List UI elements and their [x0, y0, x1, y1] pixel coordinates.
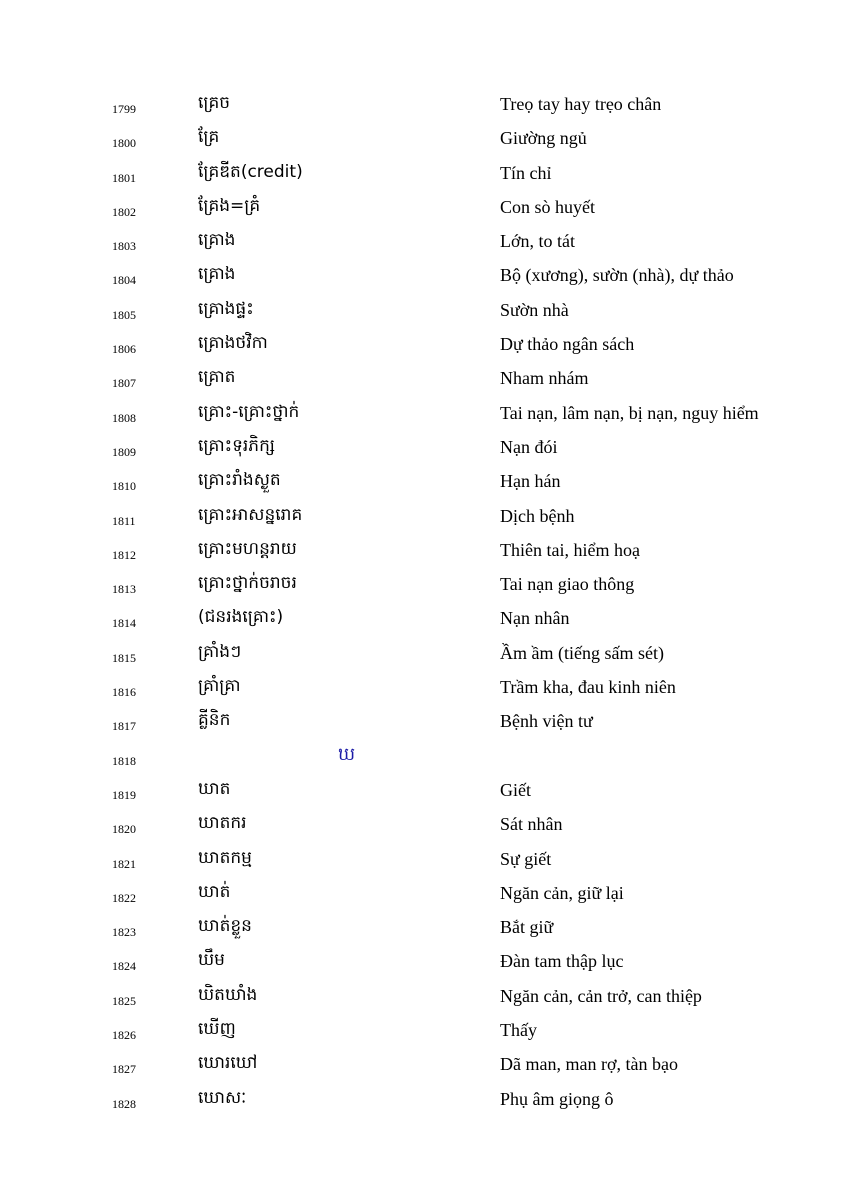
- khmer-term: គ្រោងថវិកា: [198, 333, 268, 354]
- entry-number: 1801: [112, 170, 136, 185]
- khmer-term: គ្រោះទុរភិក្ស: [198, 435, 275, 456]
- khmer-term: គ្រាំគ្រា: [198, 676, 241, 697]
- khmer-term: ឃាត់: [198, 881, 231, 902]
- vietnamese-meaning: Lớn, to tát: [500, 231, 576, 252]
- entry-row: [0, 911, 848, 945]
- entry-row: [0, 534, 848, 568]
- khmer-term: (ជនរងគ្រោះ): [198, 607, 284, 628]
- entry-row: [0, 362, 848, 396]
- entry-number: 1808: [112, 410, 136, 425]
- vietnamese-meaning: Bộ (xương), sườn (nhà), dự thảo: [500, 265, 734, 286]
- vietnamese-meaning: Bệnh viện tư: [500, 711, 593, 732]
- entry-number: 1802: [112, 204, 136, 219]
- entry-number: 1818: [112, 753, 136, 768]
- entry-row: [0, 568, 848, 602]
- khmer-term: ឃើញ: [198, 1019, 236, 1040]
- entry-number: 1821: [112, 856, 136, 871]
- vietnamese-meaning: Giết: [500, 779, 531, 800]
- khmer-term: គ្រោត: [198, 367, 236, 388]
- vietnamese-meaning: Đàn tam thập lục: [500, 951, 624, 972]
- entry-number: 1825: [112, 993, 136, 1008]
- entry-row: [0, 1014, 848, 1048]
- entry-number: 1828: [112, 1096, 136, 1111]
- entry-number: 1804: [112, 273, 136, 288]
- entry-row: [0, 1083, 848, 1117]
- entry-row: [0, 740, 848, 774]
- entry-row: [0, 294, 848, 328]
- khmer-term: គ្រាំងៗ: [198, 641, 242, 662]
- entry-row: [0, 671, 848, 705]
- entry-number: 1813: [112, 582, 136, 597]
- khmer-term: គ្រោះ-គ្រោះថ្នាក់: [198, 401, 300, 422]
- vietnamese-meaning: Tín chỉ: [500, 162, 552, 183]
- entry-row: [0, 122, 848, 156]
- vietnamese-meaning: Dịch bệnh: [500, 505, 575, 526]
- vietnamese-meaning: Dự thảo ngân sách: [500, 334, 635, 355]
- entry-number: 1811: [112, 513, 136, 528]
- entry-number: 1799: [112, 102, 136, 116]
- entry-row: [0, 328, 848, 362]
- entry-row: [0, 705, 848, 739]
- entry-row: [0, 602, 848, 636]
- khmer-term: គ្រែឌីត(credit): [198, 161, 303, 182]
- entry-row: [0, 945, 848, 979]
- vietnamese-meaning: Con sò huyết: [500, 196, 596, 217]
- entry-number: 1809: [112, 444, 136, 459]
- entry-number: 1819: [112, 787, 136, 802]
- vietnamese-meaning: Nạn nhân: [500, 608, 570, 629]
- entry-row: [0, 500, 848, 534]
- khmer-term: ឃោរឃៅ: [198, 1053, 258, 1074]
- entry-number: 1805: [112, 307, 136, 322]
- entry-list: [0, 88, 848, 1117]
- entry-row: [0, 843, 848, 877]
- section-letter-heading: ឃ: [338, 743, 356, 765]
- entry-row: [0, 774, 848, 808]
- khmer-term: ឃឹម: [198, 950, 225, 971]
- entry-number: 1812: [112, 547, 136, 562]
- vietnamese-meaning: Ngăn cản, giữ lại: [500, 882, 624, 903]
- khmer-term: គ្លីនិក: [198, 710, 231, 731]
- entry-number: 1820: [112, 822, 136, 837]
- vietnamese-meaning: Nham nhám: [500, 368, 589, 389]
- vietnamese-meaning: Bắt giữ: [500, 917, 554, 938]
- vietnamese-meaning: Ngăn cản, cản trở, can thiệp: [500, 985, 702, 1006]
- khmer-term: ឃាត: [198, 778, 231, 799]
- entry-row: [0, 877, 848, 911]
- entry-number: 1822: [112, 890, 136, 905]
- khmer-term: ឃាត់ខ្លួន: [198, 916, 252, 937]
- vietnamese-meaning: Ầm ầm (tiếng sấm sét): [500, 642, 664, 663]
- entry-row: [0, 397, 848, 431]
- entry-row: [0, 88, 848, 122]
- khmer-term: គ្រោង: [198, 230, 236, 251]
- vietnamese-meaning: Tai nạn, lâm nạn, bị nạn, nguy hiểm: [500, 402, 759, 423]
- entry-number: 1815: [112, 650, 136, 665]
- khmer-term: ឃាតករ: [198, 813, 247, 834]
- entry-number: 1824: [112, 959, 136, 974]
- entry-row: [0, 808, 848, 842]
- vietnamese-meaning: Sát nhân: [500, 814, 563, 835]
- entry-number: 1806: [112, 342, 136, 357]
- vietnamese-meaning: Sự giết: [500, 848, 552, 869]
- khmer-term: គ្រោះមហន្តរាយ: [198, 538, 297, 559]
- entry-number: 1814: [112, 616, 136, 631]
- entry-number: 1816: [112, 685, 136, 700]
- khmer-term: គ្រោះអាសន្នរោគ: [198, 504, 303, 525]
- vietnamese-meaning: Thiên tai, hiểm hoạ: [500, 539, 640, 560]
- entry-row: [0, 191, 848, 225]
- vietnamese-meaning: Sườn nhà: [500, 299, 569, 320]
- khmer-term: គ្រែ: [198, 127, 220, 148]
- vietnamese-meaning: Nạn đói: [500, 436, 558, 457]
- entry-row: [0, 225, 848, 259]
- khmer-term: គ្រោងផ្ទះ: [198, 298, 254, 319]
- entry-number: 1817: [112, 719, 136, 734]
- entry-row: [0, 157, 848, 191]
- vietnamese-meaning: Thấy: [500, 1020, 537, 1041]
- vietnamese-meaning: Tai nạn giao thông: [500, 574, 635, 595]
- vietnamese-meaning: Hạn hán: [500, 471, 561, 492]
- entry-number: 1826: [112, 1028, 136, 1043]
- entry-number: 1823: [112, 925, 136, 940]
- vietnamese-meaning: Giường ngủ: [500, 128, 587, 149]
- entry-row: [0, 259, 848, 293]
- khmer-term: ឃិតឃាំង: [198, 984, 258, 1005]
- khmer-term: គ្រេច: [198, 93, 231, 113]
- entry-number: 1803: [112, 239, 136, 254]
- vietnamese-meaning: Treọ tay hay trẹo chân: [500, 94, 662, 114]
- vietnamese-meaning: Dã man, man rợ, tàn bạo: [500, 1054, 678, 1075]
- khmer-term: គ្រោះរាំងស្ងួត: [198, 470, 281, 491]
- entry-row: [0, 431, 848, 465]
- vietnamese-meaning: Trầm kha, đau kinh niên: [500, 677, 676, 698]
- entry-row: [0, 637, 848, 671]
- entry-number: 1827: [112, 1062, 136, 1077]
- entry-number: 1800: [112, 136, 136, 151]
- khmer-term: ឃាតកម្ម: [198, 847, 252, 868]
- entry-row: [0, 465, 848, 499]
- khmer-term: គ្រោះថ្នាក់ចរាចរ: [198, 573, 297, 594]
- vietnamese-meaning: Phụ âm giọng ô: [500, 1088, 614, 1109]
- khmer-term: គ្រែង=គ្រំ: [198, 195, 261, 216]
- entry-number: 1810: [112, 479, 136, 494]
- entry-row: [0, 980, 848, 1014]
- entry-row: [0, 1048, 848, 1082]
- khmer-term: ឃោសៈ: [198, 1087, 247, 1108]
- khmer-term: គ្រោង: [198, 264, 236, 285]
- entry-number: 1807: [112, 376, 136, 391]
